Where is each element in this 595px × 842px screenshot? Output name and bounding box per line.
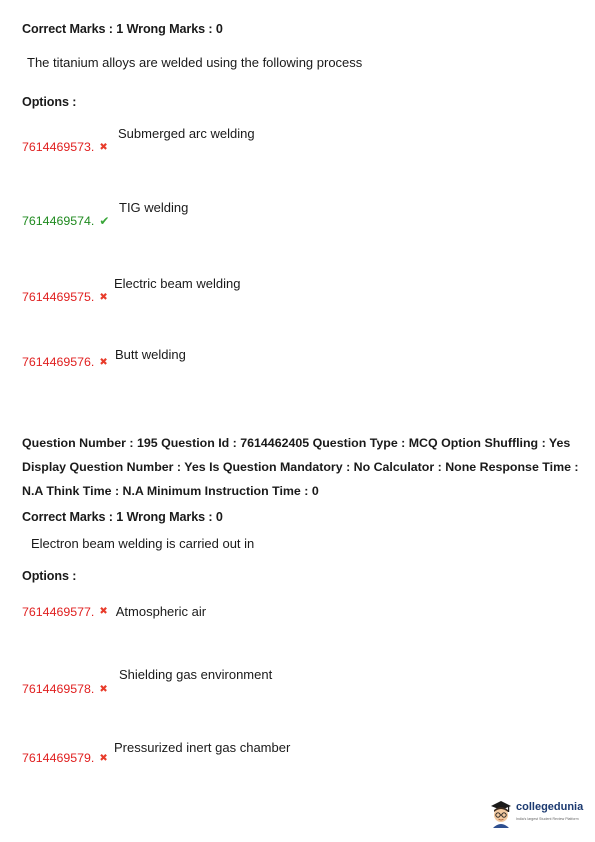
wrong-mark-icon: ✖	[99, 752, 108, 764]
correct-check-icon: ✔	[99, 214, 110, 228]
brand-tagline: India's largest Student Review Platform	[516, 817, 579, 821]
q1-marks-line: Correct Marks : 1 Wrong Marks : 0	[22, 22, 223, 36]
q2-option-2-text: Shielding gas environment	[119, 667, 273, 682]
q2-marks-line: Correct Marks : 1 Wrong Marks : 0	[22, 510, 223, 524]
option-id-label: 7614469577.	[22, 604, 95, 619]
collegedunia-logo	[489, 798, 589, 830]
q2-option-2-id	[22, 682, 108, 696]
q1-option-3-text: Electric beam welding	[114, 276, 241, 291]
q1-options-label: Options :	[22, 95, 77, 109]
q2-option-1-text: Atmospheric air	[115, 604, 207, 619]
option-id-label: 7614469576.	[22, 355, 95, 369]
student-avatar-icon	[489, 798, 513, 828]
option-id-label: 7614469575.	[22, 290, 95, 304]
wrong-mark-icon: ✖	[99, 141, 108, 153]
q1-question-text: The titanium alloys are welded using the following process	[27, 55, 363, 70]
q2-option-3-id	[22, 751, 108, 765]
q2-meta-info: Question Number : 195 Question Id : 7614462405 Question Type : MCQ Option Shuffling : Yes Display Question Number : Yes Is Question Mandatory : No Calculator : None Response Time : N.A Think Time : N.A Minimum Instruction Time : 0	[22, 436, 579, 498]
brand-name: collegedunia	[516, 801, 584, 813]
q2-option-1-row	[22, 604, 206, 619]
option-id-label: 7614469574.	[22, 214, 95, 228]
q1-option-4-id	[22, 355, 108, 369]
q1-option-4-text: Butt welding	[115, 347, 186, 362]
option-id-label: 7614469578.	[22, 682, 95, 696]
option-id-label: 7614469573.	[22, 140, 95, 154]
wrong-mark-icon: ✖	[99, 291, 108, 303]
wrong-mark-icon: ✖	[99, 606, 108, 617]
q2-option-3-text: Pressurized inert gas chamber	[114, 740, 291, 755]
q2-question-text: Electron beam welding is carried out in	[31, 536, 255, 551]
wrong-mark-icon: ✖	[99, 683, 108, 695]
q1-option-2-text: TIG welding	[119, 200, 189, 215]
option-id-label: 7614469579.	[22, 751, 95, 765]
wrong-mark-icon: ✖	[99, 356, 108, 368]
q1-option-3-id	[22, 290, 108, 304]
q1-option-2-id	[22, 214, 109, 228]
q2-options-label: Options :	[22, 569, 77, 583]
q1-option-1-text: Submerged arc welding	[118, 126, 255, 141]
q1-option-1-id	[22, 140, 108, 154]
